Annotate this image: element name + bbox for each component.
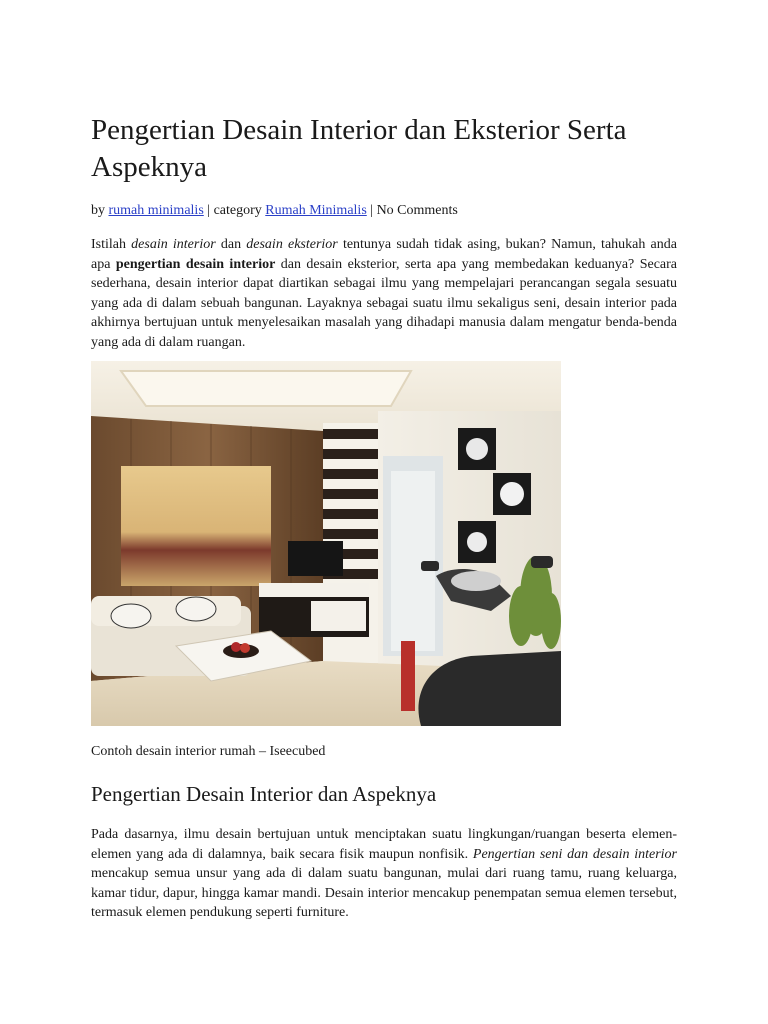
section-emphasis: Pengertian seni dan desain interior <box>472 846 678 862</box>
intro-paragraph <box>91 235 677 352</box>
author-link[interactable]: rumah minimalis <box>108 203 204 218</box>
intro-text-2: dan <box>215 237 247 252</box>
intro-emphasis-1: desain interior <box>131 237 216 252</box>
byline-by: by <box>91 203 109 218</box>
article-title: Pengertian Desain Interior dan Eksterior Serta Aspeknya <box>91 114 627 183</box>
section-text-1: Pada dasarnya, ilmu desain bertujuan untuk menciptakan suatu lingkungan/ruangan beserta elemen-elemen yang ada di dalamnya, baik secara fisik maupun nonfisik. <box>91 827 677 862</box>
byline <box>91 202 677 220</box>
byline-comments: | No Comments <box>366 203 458 218</box>
intro-text-4: dan desain eksterior, serta apa yang membedakan keduanya? Secara sederhana, desain interior dapat diartikan sebagai ilmu yang mempelajari perancangan segala sesuatu yang ada di dalam sebuah bangunan. Layaknya sebagai suatu ilmu sekaligus seni, desain interior pada akhirnya bertujuan untuk menyelesaikan masalah yang dihadapi manusia dalam mengatur benda-benda yang ada di dalam ruangan. <box>91 256 677 350</box>
intro-emphasis-2: desain eksterior <box>246 237 338 252</box>
interior-photo <box>91 361 561 726</box>
category-link[interactable]: Rumah Minimalis <box>265 203 367 218</box>
section-heading: Pengertian Desain Interior dan Aspeknya <box>91 782 437 806</box>
figure-caption: Contoh desain interior rumah – Iseecubed <box>91 744 326 759</box>
intro-text-1: Istilah <box>91 237 132 252</box>
section-text-2: mencakup semua unsur yang ada di dalam suatu bangunan, mulai dari ruang tamu, ruang keluarga, kamar tidur, dapur, hingga kamar mandi. Desain interior mencakup penempatan semua elemen tersebut, termasuk elemen pendukung seperti furniture. <box>91 866 677 920</box>
byline-category-label: | category <box>203 203 266 218</box>
intro-text-3: tentunya sudah tidak asing, bukan? Namun, tahukah anda apa <box>91 237 677 272</box>
intro-strong: pengertian desain interior <box>115 256 276 272</box>
section-paragraph <box>91 825 677 923</box>
